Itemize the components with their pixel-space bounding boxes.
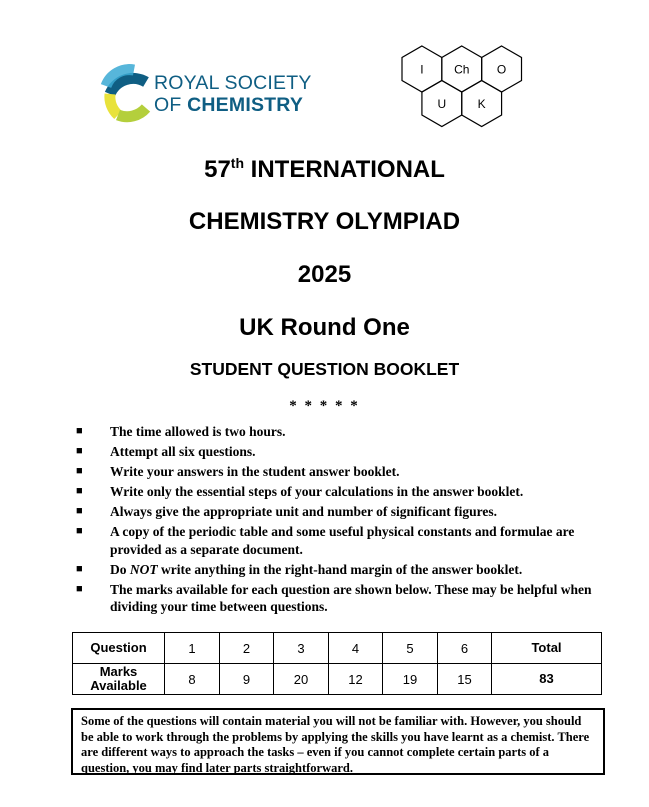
marks-available-header: Marks Available — [73, 664, 165, 695]
icho-hexagon-logo — [398, 44, 548, 136]
bullet-icon: ■ — [76, 465, 83, 477]
instruction-item — [76, 503, 596, 521]
hexagon-label: I — [420, 62, 424, 77]
instructions-list — [76, 423, 596, 618]
rsc-name-line1: ROYAL SOCIETY — [154, 72, 312, 94]
marks-row — [73, 664, 602, 695]
instruction-text: Do NOT write anything in the right-hand margin of the answer booklet. — [110, 561, 523, 577]
instruction-item — [76, 423, 596, 441]
instruction-text: Write your answers in the student answer booklet. — [110, 464, 400, 479]
instruction-item — [76, 561, 596, 579]
instruction-text: The marks available for each question are shown below. These may be helpful when dividing your time between questions. — [110, 581, 592, 614]
note-text: Some of the questions will contain material you will not be familiar with. However, you should be able to work through the problems by applying the skills you have learnt as a chemist. There are different ways to approach the tasks – even if you cannot complete certain parts of a question, you may find later parts straightforward. — [81, 714, 590, 775]
separator-stars: * * * * * — [289, 398, 360, 414]
instruction-item — [76, 443, 596, 461]
hexagon-label: O — [496, 62, 507, 77]
bullet-icon: ■ — [76, 525, 83, 537]
title-line-2: CHEMISTRY OLYMPIAD — [188, 208, 461, 235]
bullet-icon: ■ — [76, 582, 83, 595]
hexagon-label: Ch — [454, 62, 470, 77]
instruction-item — [76, 483, 596, 501]
question-number: 3 — [274, 633, 329, 664]
instruction-item — [76, 523, 596, 558]
rsc-c-mark-icon — [106, 70, 146, 117]
instruction-text: Write only the essential steps of your calculations in the answer booklet. — [110, 484, 524, 499]
question-header: Question — [73, 633, 165, 664]
marks-value: 9 — [220, 664, 274, 695]
hexagon-label: U — [437, 97, 447, 111]
title-line-1: 57th INTERNATIONAL — [204, 155, 445, 183]
question-number: 5 — [383, 633, 438, 664]
marks-table — [72, 632, 602, 695]
bullet-icon: ■ — [76, 425, 83, 437]
title-round: UK Round One — [239, 314, 410, 341]
note-box — [71, 708, 605, 775]
booklet-title: STUDENT QUESTION BOOKLET — [189, 359, 460, 379]
bullet-icon: ■ — [76, 562, 83, 575]
total-header: Total — [492, 633, 602, 664]
question-row — [73, 633, 602, 664]
question-number: 4 — [329, 633, 383, 664]
marks-value: 20 — [274, 664, 329, 695]
marks-value: 8 — [165, 664, 220, 695]
marks-value: 19 — [383, 664, 438, 695]
instruction-item — [76, 463, 596, 481]
bullet-icon: ■ — [76, 505, 83, 517]
marks-value: 15 — [438, 664, 492, 695]
question-number: 2 — [220, 633, 274, 664]
question-number: 6 — [438, 633, 492, 664]
question-number: 1 — [165, 633, 220, 664]
rsc-name-line2: OF CHEMISTRY — [154, 94, 304, 116]
hexagon-label: K — [477, 97, 486, 111]
instruction-text: A copy of the periodic table and some useful physical constants and formulae are provided as a separate document. — [110, 524, 575, 557]
instruction-text: Attempt all six questions. — [110, 444, 256, 459]
instruction-text: The time allowed is two hours. — [110, 424, 286, 439]
title-year: 2025 — [297, 261, 352, 288]
bullet-icon: ■ — [76, 485, 83, 497]
instruction-text: Always give the appropriate unit and number of significant figures. — [110, 504, 498, 519]
marks-value: 12 — [329, 664, 383, 695]
bullet-icon: ■ — [76, 445, 83, 457]
instruction-item — [76, 581, 596, 616]
total-value: 83 — [492, 664, 602, 695]
